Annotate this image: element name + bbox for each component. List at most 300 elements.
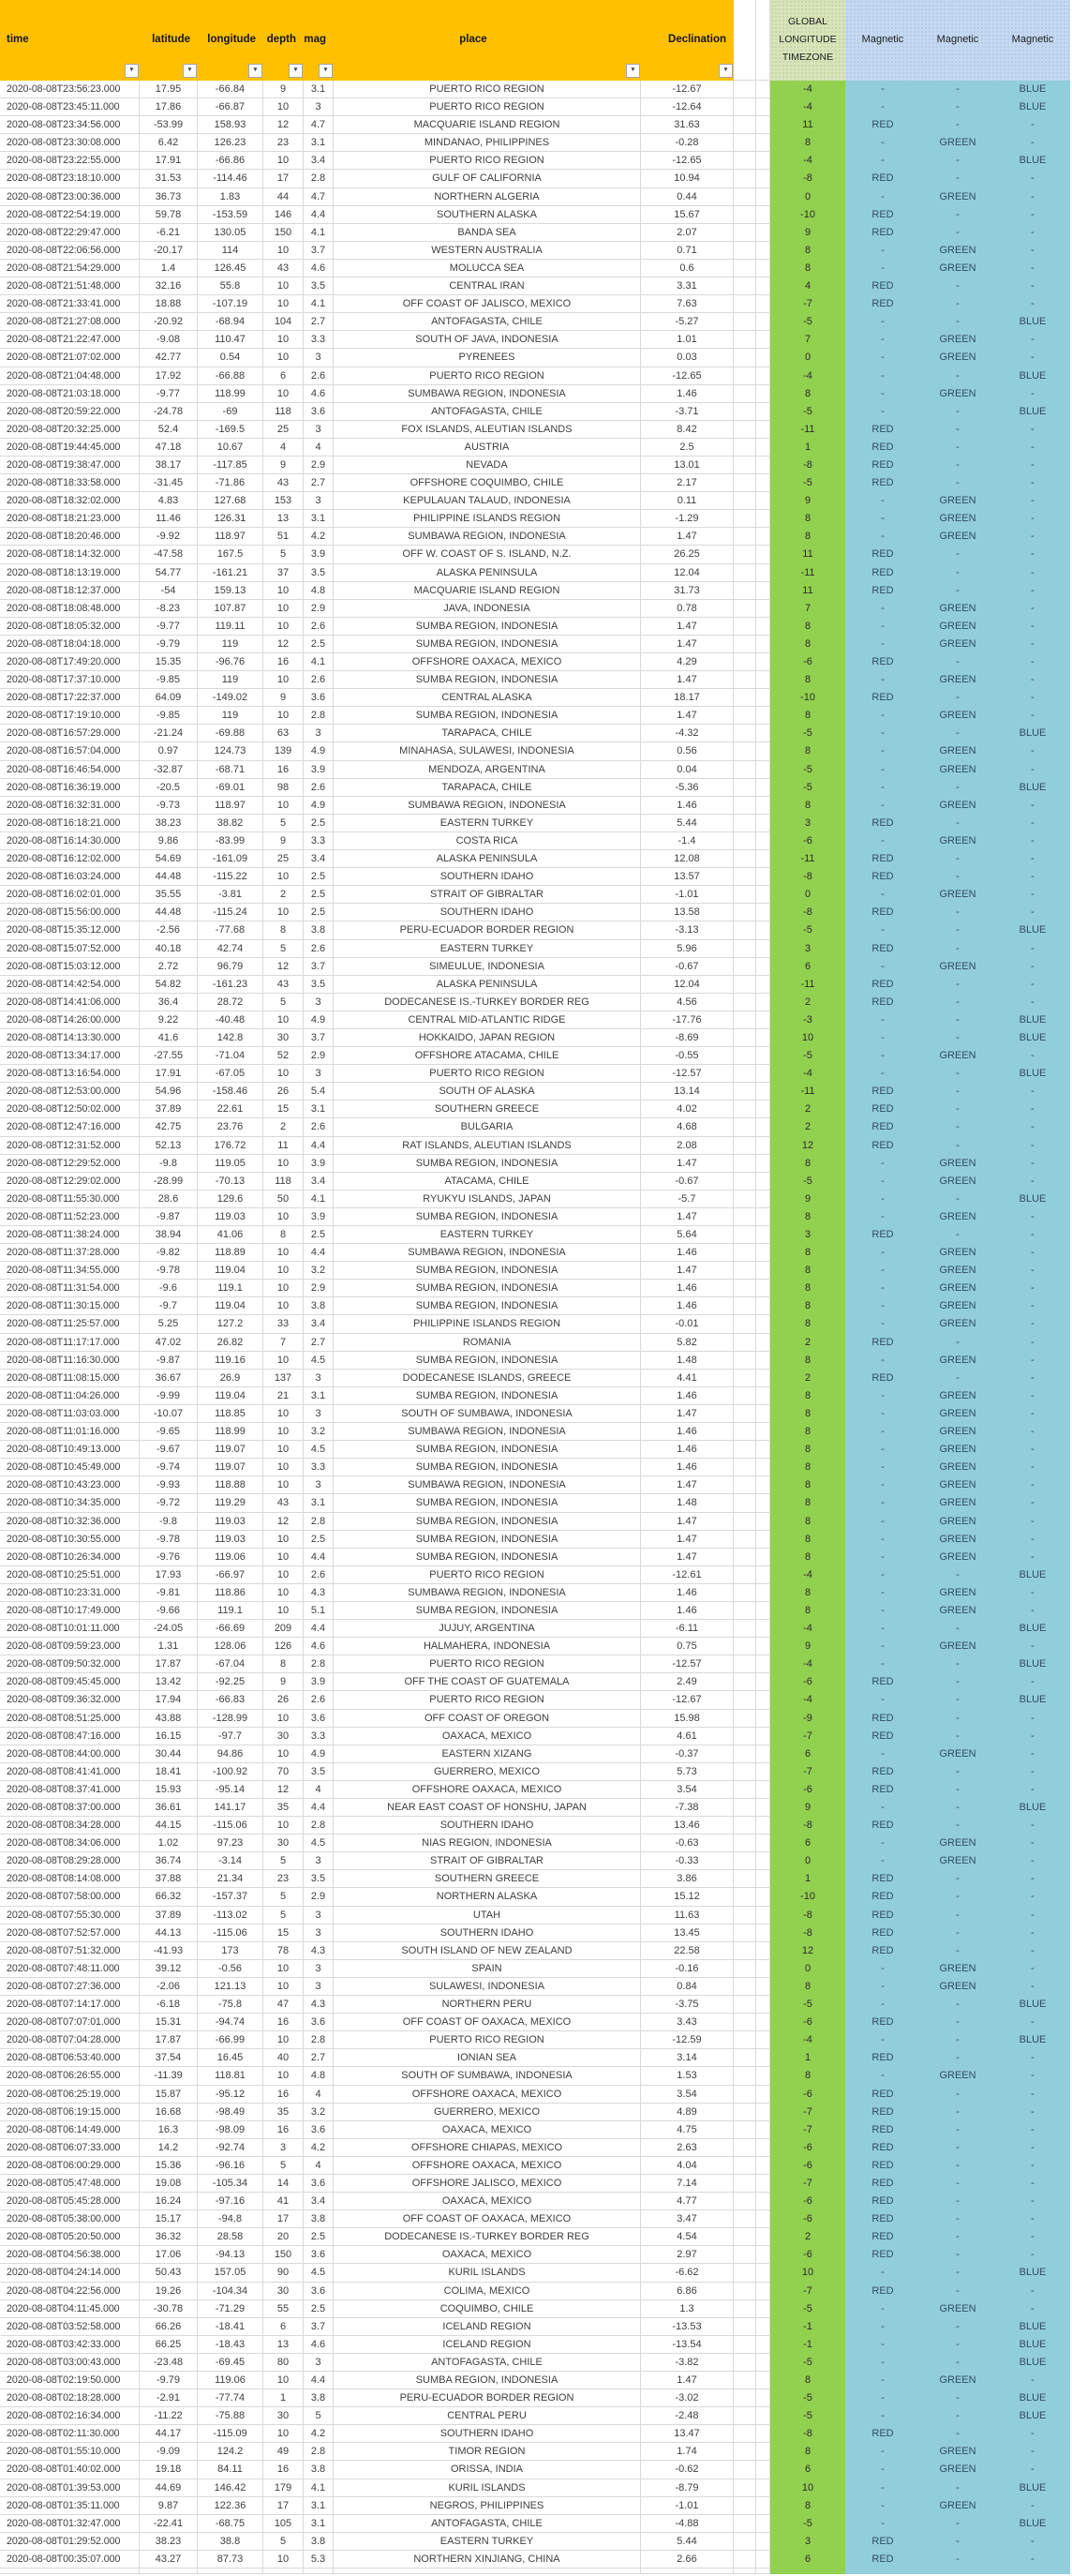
cell-declination[interactable]: 2.17 (641, 474, 734, 492)
cell-mag[interactable]: 2.7 (304, 1334, 334, 1352)
cell-magnetic-3[interactable]: - (995, 1960, 1070, 1978)
cell-gap-2[interactable] (756, 2318, 770, 2336)
cell-depth[interactable]: 41 (263, 2193, 304, 2210)
cell-magnetic-3[interactable]: BLUE (995, 2354, 1070, 2372)
cell-longitude[interactable]: -104.34 (198, 2283, 263, 2300)
cell-gap-2[interactable] (756, 1262, 770, 1280)
cell-mag[interactable]: 4.4 (304, 2372, 334, 2389)
cell-magnetic-1[interactable]: - (845, 2318, 920, 2336)
cell-latitude[interactable]: 1.4 (140, 260, 198, 277)
cell-place[interactable]: OAXACA, MEXICO (334, 2193, 641, 2210)
cell-magnetic-2[interactable]: - (920, 689, 995, 707)
cell-latitude[interactable]: 30.44 (140, 1745, 198, 1763)
cell-magnetic-2[interactable]: - (920, 850, 995, 868)
cell-declination[interactable]: 3.31 (641, 277, 734, 295)
cell-time[interactable]: 2020-08-08T07:04:28.000 (0, 2031, 140, 2049)
cell-magnetic-1[interactable]: RED (845, 1763, 920, 1781)
cell-time[interactable]: 2020-08-08T18:21:23.000 (0, 510, 140, 528)
cell-longitude[interactable]: 114 (198, 242, 263, 260)
cell-global-longitude-timezone[interactable]: -1 (770, 2336, 845, 2354)
cell-magnetic-3[interactable]: - (995, 510, 1070, 528)
cell-longitude[interactable]: -66.83 (198, 1691, 263, 1709)
cell-depth[interactable]: 13 (263, 2336, 304, 2354)
cell-place[interactable]: SOUTH OF ALASKA (334, 1083, 641, 1101)
cell-gap-1[interactable] (734, 260, 756, 277)
cell-time[interactable]: 2020-08-08T07:51:32.000 (0, 1942, 140, 1960)
cell-declination[interactable]: 1.46 (641, 797, 734, 815)
cell-gap-1[interactable] (734, 1315, 756, 1333)
cell-declination[interactable]: 0.04 (641, 761, 734, 779)
cell-magnetic-1[interactable]: - (845, 1297, 920, 1315)
cell-declination[interactable]: 4.61 (641, 1728, 734, 1745)
cell-declination[interactable]: 7.14 (641, 2175, 734, 2193)
cell-declination[interactable]: 18.17 (641, 689, 734, 707)
cell-mag[interactable]: 2.8 (304, 1817, 334, 1835)
cell-gap-1[interactable] (734, 474, 756, 492)
cell-longitude[interactable]: -68.94 (198, 313, 263, 331)
cell-longitude[interactable]: 87.73 (198, 2551, 263, 2569)
cell-global-longitude-timezone[interactable]: -6 (770, 2139, 845, 2157)
cell-global-longitude-timezone[interactable]: -11 (770, 850, 845, 868)
cell-magnetic-1[interactable]: RED (845, 1137, 920, 1155)
cell-mag[interactable]: 2.5 (304, 868, 334, 886)
cell-magnetic-3[interactable]: BLUE (995, 81, 1070, 98)
cell-magnetic-3[interactable]: - (995, 170, 1070, 187)
cell-latitude[interactable]: 43.88 (140, 1710, 198, 1728)
cell-magnetic-3[interactable]: BLUE (995, 1655, 1070, 1673)
cell-gap-1[interactable] (734, 1387, 756, 1405)
cell-time[interactable]: 2020-08-08T08:34:06.000 (0, 1835, 140, 1852)
cell-mag[interactable]: 4.1 (304, 295, 334, 313)
cell-gap-1[interactable] (734, 832, 756, 850)
cell-global-longitude-timezone[interactable]: -6 (770, 832, 845, 850)
cell-latitude[interactable]: -9.65 (140, 1423, 198, 1441)
cell-mag[interactable]: 3.8 (304, 2461, 334, 2479)
cell-longitude[interactable]: -66.97 (198, 1566, 263, 1584)
cell-mag[interactable]: 3.9 (304, 761, 334, 779)
cell-depth[interactable]: 153 (263, 492, 304, 510)
cell-longitude[interactable]: -69.01 (198, 779, 263, 797)
cell-latitude[interactable]: 28.6 (140, 1191, 198, 1208)
cell-declination[interactable]: -6.11 (641, 1620, 734, 1638)
cell-magnetic-1[interactable]: - (845, 1835, 920, 1852)
cell-latitude[interactable]: 17.06 (140, 2246, 198, 2264)
cell-gap-2[interactable] (756, 1244, 770, 1262)
cell-latitude[interactable]: 38.23 (140, 815, 198, 832)
cell-magnetic-3[interactable]: - (995, 850, 1070, 868)
cell-magnetic-1[interactable]: - (845, 1029, 920, 1047)
cell-global-longitude-timezone[interactable]: -4 (770, 1566, 845, 1584)
cell-magnetic-2[interactable]: GREEN (920, 1173, 995, 1191)
cell-gap-1[interactable] (734, 188, 756, 206)
cell-longitude[interactable]: -71.04 (198, 1047, 263, 1065)
cell-magnetic-2[interactable]: GREEN (920, 1047, 995, 1065)
cell-latitude[interactable]: 19.26 (140, 2283, 198, 2300)
cell-depth[interactable]: 10 (263, 2031, 304, 2049)
cell-declination[interactable]: 1.47 (641, 1476, 734, 1494)
cell-latitude[interactable]: 66.26 (140, 2318, 198, 2336)
cell-declination[interactable]: 13.57 (641, 868, 734, 886)
cell-time[interactable]: 2020-08-08T23:56:23.000 (0, 81, 140, 98)
cell-magnetic-3[interactable]: - (995, 600, 1070, 618)
cell-gap-1[interactable] (734, 2228, 756, 2246)
cell-mag[interactable]: 3.6 (304, 2121, 334, 2139)
cell-place[interactable]: GUERRERO, MEXICO (334, 1763, 641, 1781)
cell-declination[interactable]: 2.07 (641, 224, 734, 242)
cell-longitude[interactable]: -97.7 (198, 1728, 263, 1745)
cell-magnetic-3[interactable]: - (995, 474, 1070, 492)
cell-place[interactable]: SUMBA REGION, INDONESIA (334, 1441, 641, 1459)
cell-magnetic-2[interactable]: - (920, 2175, 995, 2193)
cell-magnetic-3[interactable]: BLUE (995, 98, 1070, 116)
cell-magnetic-1[interactable]: - (845, 152, 920, 170)
cell-time[interactable]: 2020-08-08T09:45:45.000 (0, 1673, 140, 1691)
cell-gap-1[interactable] (734, 1137, 756, 1155)
cell-depth[interactable]: 5 (263, 815, 304, 832)
cell-magnetic-3[interactable]: - (995, 2533, 1070, 2551)
cell-latitude[interactable]: 13.42 (140, 1673, 198, 1691)
cell-gap-1[interactable] (734, 2264, 756, 2282)
cell-place[interactable]: ANTOFAGASTA, CHILE (334, 403, 641, 421)
cell-mag[interactable]: 2.5 (304, 2300, 334, 2318)
cell-gap-2[interactable] (756, 1405, 770, 1423)
cell-magnetic-1[interactable]: RED (845, 1942, 920, 1960)
cell-time[interactable]: 2020-08-08T06:53:40.000 (0, 2049, 140, 2067)
cell-gap-1[interactable] (734, 958, 756, 976)
cell-magnetic-2[interactable]: - (920, 976, 995, 994)
cell-longitude[interactable]: 173 (198, 1942, 263, 1960)
cell-depth[interactable]: 10 (263, 600, 304, 618)
cell-longitude[interactable]: -115.09 (198, 2425, 263, 2443)
cell-latitude[interactable]: -47.58 (140, 546, 198, 563)
cell-magnetic-1[interactable]: - (845, 2372, 920, 2389)
cell-global-longitude-timezone[interactable]: -6 (770, 1781, 845, 1799)
cell-depth[interactable]: 10 (263, 385, 304, 403)
cell-global-longitude-timezone[interactable]: 9 (770, 1191, 845, 1208)
cell-place[interactable]: SUMBA REGION, INDONESIA (334, 1280, 641, 1297)
cell-gap-2[interactable] (756, 582, 770, 600)
cell-longitude[interactable]: 97.23 (198, 1835, 263, 1852)
cell-magnetic-2[interactable]: - (920, 725, 995, 742)
cell-magnetic-2[interactable]: - (920, 1191, 995, 1208)
cell-longitude[interactable]: -114.46 (198, 170, 263, 187)
cell-longitude[interactable]: 118.81 (198, 2067, 263, 2085)
cell-magnetic-3[interactable]: - (995, 958, 1070, 976)
cell-magnetic-1[interactable]: RED (845, 1817, 920, 1835)
cell-declination[interactable]: -0.28 (641, 134, 734, 152)
cell-declination[interactable]: 4.54 (641, 2228, 734, 2246)
cell-mag[interactable]: 2.9 (304, 1047, 334, 1065)
cell-place[interactable]: SUMBA REGION, INDONESIA (334, 671, 641, 689)
cell-magnetic-3[interactable]: - (995, 689, 1070, 707)
cell-declination[interactable]: -3.75 (641, 1996, 734, 2014)
cell-gap-1[interactable] (734, 1602, 756, 1620)
cell-longitude[interactable]: -95.12 (198, 2086, 263, 2104)
cell-longitude[interactable]: 119.06 (198, 2372, 263, 2389)
cell-global-longitude-timezone[interactable]: 2 (770, 2228, 845, 2246)
cell-place[interactable]: KURIL ISLANDS (334, 2264, 641, 2282)
cell-gap-1[interactable] (734, 1244, 756, 1262)
cell-longitude[interactable]: 119.06 (198, 1549, 263, 1566)
cell-latitude[interactable]: 42.75 (140, 1118, 198, 1136)
cell-global-longitude-timezone[interactable]: -3 (770, 1011, 845, 1029)
cell-declination[interactable]: 1.46 (641, 1459, 734, 1476)
cell-latitude[interactable]: -9.85 (140, 671, 198, 689)
cell-magnetic-2[interactable]: - (920, 206, 995, 224)
cell-magnetic-3[interactable]: - (995, 940, 1070, 958)
cell-depth[interactable]: 26 (263, 1083, 304, 1101)
cell-gap-2[interactable] (756, 797, 770, 815)
cell-mag[interactable]: 3 (304, 98, 334, 116)
cell-place[interactable]: SOUTH OF SUMBAWA, INDONESIA (334, 1405, 641, 1423)
cell-declination[interactable]: -2.48 (641, 2407, 734, 2425)
cell-magnetic-2[interactable]: GREEN (920, 1476, 995, 1494)
cell-time[interactable]: 2020-08-08T01:55:10.000 (0, 2443, 140, 2461)
cell-mag[interactable]: 3.6 (304, 2014, 334, 2031)
cell-mag[interactable]: 3.8 (304, 2389, 334, 2407)
cell-place[interactable]: SUMBAWA REGION, INDONESIA (334, 1423, 641, 1441)
cell-gap-2[interactable] (756, 618, 770, 636)
cell-latitude[interactable]: 11.46 (140, 510, 198, 528)
cell-gap-2[interactable] (756, 1101, 770, 1118)
cell-longitude[interactable]: -77.74 (198, 2389, 263, 2407)
cell-gap-1[interactable] (734, 2104, 756, 2121)
cell-magnetic-2[interactable]: GREEN (920, 1584, 995, 1602)
cell-longitude[interactable]: 121.13 (198, 1978, 263, 1996)
cell-magnetic-2[interactable]: - (920, 1925, 995, 1942)
cell-magnetic-3[interactable]: BLUE (995, 2407, 1070, 2425)
cell-declination[interactable]: -5.27 (641, 313, 734, 331)
cell-latitude[interactable]: 17.87 (140, 1655, 198, 1673)
cell-time[interactable]: 2020-08-08T12:29:52.000 (0, 1155, 140, 1173)
cell-declination[interactable]: 15.98 (641, 1710, 734, 1728)
cell-place[interactable]: PUERTO RICO REGION (334, 367, 641, 385)
cell-place[interactable]: KEPULAUAN TALAUD, INDONESIA (334, 492, 641, 510)
cell-global-longitude-timezone[interactable]: 2 (770, 1370, 845, 1387)
cell-gap-2[interactable] (756, 2264, 770, 2282)
cell-gap-2[interactable] (756, 1673, 770, 1691)
cell-longitude[interactable]: -153.59 (198, 206, 263, 224)
cell-gap-2[interactable] (756, 1280, 770, 1297)
cell-place[interactable]: PUERTO RICO REGION (334, 1065, 641, 1083)
cell-mag[interactable]: 2.9 (304, 600, 334, 618)
cell-longitude[interactable]: 158.93 (198, 116, 263, 134)
cell-magnetic-2[interactable]: - (920, 921, 995, 939)
cell-longitude[interactable]: 23.76 (198, 1118, 263, 1136)
cell-latitude[interactable]: -9.66 (140, 1602, 198, 1620)
cell-longitude[interactable]: 110.47 (198, 331, 263, 349)
cell-magnetic-2[interactable]: GREEN (920, 510, 995, 528)
cell-time[interactable]: 2020-08-08T06:07:33.000 (0, 2139, 140, 2157)
cell-magnetic-2[interactable]: - (920, 1226, 995, 1244)
cell-declination[interactable]: 12.04 (641, 976, 734, 994)
cell-mag[interactable]: 3.1 (304, 1494, 334, 1512)
cell-depth[interactable]: 26 (263, 1691, 304, 1709)
cell-latitude[interactable]: 50.43 (140, 2264, 198, 2282)
cell-gap-1[interactable] (734, 1280, 756, 1297)
cell-depth[interactable]: 9 (263, 81, 304, 98)
cell-magnetic-1[interactable]: - (845, 1047, 920, 1065)
cell-global-longitude-timezone[interactable]: -8 (770, 1817, 845, 1835)
cell-magnetic-1[interactable]: - (845, 1531, 920, 1549)
cell-longitude[interactable]: -115.06 (198, 1817, 263, 1835)
cell-declination[interactable]: -13.53 (641, 2318, 734, 2336)
cell-latitude[interactable]: 9.86 (140, 832, 198, 850)
cell-global-longitude-timezone[interactable]: 8 (770, 385, 845, 403)
cell-depth[interactable]: 10 (263, 2425, 304, 2443)
cell-mag[interactable]: 3.8 (304, 2533, 334, 2551)
cell-magnetic-1[interactable]: - (845, 1513, 920, 1531)
cell-longitude[interactable]: 118.88 (198, 1476, 263, 1494)
cell-gap-2[interactable] (756, 653, 770, 671)
cell-mag[interactable]: 4.6 (304, 260, 334, 277)
cell-magnetic-3[interactable]: - (995, 1370, 1070, 1387)
cell-gap-1[interactable] (734, 2533, 756, 2551)
cell-global-longitude-timezone[interactable]: 0 (770, 349, 845, 367)
cell-latitude[interactable]: 54.77 (140, 564, 198, 582)
cell-declination[interactable]: 12.04 (641, 564, 734, 582)
cell-time[interactable]: 2020-08-08T11:03:03.000 (0, 1405, 140, 1423)
cell-magnetic-1[interactable]: - (845, 2497, 920, 2515)
cell-gap-2[interactable] (756, 98, 770, 116)
cell-place[interactable]: COSTA RICA (334, 832, 641, 850)
cell-magnetic-3[interactable]: - (995, 1173, 1070, 1191)
cell-time[interactable]: 2020-08-08T10:43:23.000 (0, 1476, 140, 1494)
cell-gap-1[interactable] (734, 1978, 756, 1996)
cell-global-longitude-timezone[interactable]: -4 (770, 1065, 845, 1083)
cell-magnetic-2[interactable]: - (920, 2228, 995, 2246)
cell-gap-1[interactable] (734, 921, 756, 939)
cell-magnetic-2[interactable]: - (920, 1870, 995, 1888)
cell-depth[interactable]: 11 (263, 1137, 304, 1155)
cell-gap-1[interactable] (734, 2318, 756, 2336)
cell-magnetic-3[interactable]: BLUE (995, 1191, 1070, 1208)
cell-gap-1[interactable] (734, 1835, 756, 1852)
cell-mag[interactable]: 3.5 (304, 1870, 334, 1888)
cell-place[interactable]: SOUTHERN IDAHO (334, 2425, 641, 2443)
cell-mag[interactable]: 4.6 (304, 2336, 334, 2354)
cell-mag[interactable]: 4.4 (304, 1137, 334, 1155)
cell-magnetic-1[interactable]: - (845, 1549, 920, 1566)
cell-magnetic-1[interactable]: - (845, 1352, 920, 1370)
cell-declination[interactable]: 13.58 (641, 904, 734, 921)
cell-mag[interactable]: 4.5 (304, 1835, 334, 1852)
cell-magnetic-3[interactable]: - (995, 1852, 1070, 1870)
cell-depth[interactable]: 35 (263, 1799, 304, 1817)
cell-depth[interactable]: 12 (263, 958, 304, 976)
cell-gap-1[interactable] (734, 421, 756, 439)
cell-depth[interactable]: 6 (263, 2318, 304, 2336)
cell-time[interactable]: 2020-08-08T04:24:14.000 (0, 2264, 140, 2282)
cell-declination[interactable]: 0.71 (641, 242, 734, 260)
cell-magnetic-3[interactable]: - (995, 904, 1070, 921)
cell-gap-1[interactable] (734, 2121, 756, 2139)
cell-magnetic-2[interactable]: - (920, 1370, 995, 1387)
cell-mag[interactable]: 3.3 (304, 1459, 334, 1476)
cell-place[interactable]: SIMEULUE, INDONESIA (334, 958, 641, 976)
cell-place[interactable]: DODECANESE IS.-TURKEY BORDER REG (334, 994, 641, 1011)
cell-magnetic-1[interactable]: - (845, 528, 920, 546)
cell-global-longitude-timezone[interactable]: 2 (770, 994, 845, 1011)
cell-global-longitude-timezone[interactable]: 8 (770, 2497, 845, 2515)
cell-declination[interactable]: 1.74 (641, 2443, 734, 2461)
cell-magnetic-1[interactable]: - (845, 1441, 920, 1459)
cell-place[interactable]: UTAH (334, 1907, 641, 1925)
cell-global-longitude-timezone[interactable]: 6 (770, 2461, 845, 2479)
cell-global-longitude-timezone[interactable]: -5 (770, 474, 845, 492)
cell-time[interactable]: 2020-08-08T05:38:00.000 (0, 2210, 140, 2228)
cell-gap-2[interactable] (756, 474, 770, 492)
cell-magnetic-2[interactable]: GREEN (920, 707, 995, 725)
cell-longitude[interactable]: -92.25 (198, 1673, 263, 1691)
cell-depth[interactable]: 5 (263, 2157, 304, 2175)
cell-gap-1[interactable] (734, 2014, 756, 2031)
cell-declination[interactable]: 1.47 (641, 1531, 734, 1549)
cell-mag[interactable]: 3 (304, 1925, 334, 1942)
cell-global-longitude-timezone[interactable]: 8 (770, 1155, 845, 1173)
cell-magnetic-1[interactable]: - (845, 98, 920, 116)
cell-longitude[interactable]: -115.06 (198, 1925, 263, 1942)
cell-magnetic-3[interactable]: - (995, 1602, 1070, 1620)
cell-mag[interactable]: 2.5 (304, 886, 334, 904)
cell-magnetic-1[interactable]: - (845, 1173, 920, 1191)
cell-magnetic-1[interactable]: RED (845, 1118, 920, 1136)
cell-latitude[interactable]: 17.92 (140, 367, 198, 385)
cell-magnetic-2[interactable]: - (920, 2407, 995, 2425)
cell-depth[interactable]: 23 (263, 134, 304, 152)
cell-magnetic-2[interactable]: GREEN (920, 134, 995, 152)
cell-time[interactable]: 2020-08-08T04:11:45.000 (0, 2300, 140, 2318)
cell-gap-2[interactable] (756, 1208, 770, 1226)
cell-place[interactable]: PYRENEES (334, 349, 641, 367)
cell-declination[interactable]: -0.67 (641, 1173, 734, 1191)
cell-magnetic-1[interactable]: RED (845, 277, 920, 295)
cell-longitude[interactable]: 122.36 (198, 2497, 263, 2515)
cell-magnetic-3[interactable]: BLUE (995, 2264, 1070, 2282)
cell-gap-1[interactable] (734, 1352, 756, 1370)
cell-mag[interactable]: 4.5 (304, 1352, 334, 1370)
cell-mag[interactable]: 2.5 (304, 2228, 334, 2246)
cell-declination[interactable]: 15.67 (641, 206, 734, 224)
cell-place[interactable]: OFF COAST OF OAXACA, MEXICO (334, 2014, 641, 2031)
cell-gap-1[interactable] (734, 1745, 756, 1763)
cell-magnetic-2[interactable]: - (920, 1011, 995, 1029)
cell-magnetic-3[interactable]: - (995, 2157, 1070, 2175)
cell-longitude[interactable]: -92.74 (198, 2139, 263, 2157)
cell-gap-2[interactable] (756, 1978, 770, 1996)
cell-depth[interactable]: 150 (263, 224, 304, 242)
cell-mag[interactable]: 3.1 (304, 2497, 334, 2515)
cell-declination[interactable]: 2.97 (641, 2246, 734, 2264)
cell-gap-1[interactable] (734, 1118, 756, 1136)
cell-place[interactable]: SUMBA REGION, INDONESIA (334, 1262, 641, 1280)
cell-gap-1[interactable] (734, 2175, 756, 2193)
cell-gap-2[interactable] (756, 313, 770, 331)
cell-mag[interactable]: 2.5 (304, 1531, 334, 1549)
cell-global-longitude-timezone[interactable]: -4 (770, 1655, 845, 1673)
cell-declination[interactable]: 4.04 (641, 2157, 734, 2175)
cell-time[interactable]: 2020-08-08T08:41:41.000 (0, 1763, 140, 1781)
cell-time[interactable]: 2020-08-08T03:00:43.000 (0, 2354, 140, 2372)
cell-mag[interactable]: 3.4 (304, 2193, 334, 2210)
cell-magnetic-1[interactable]: - (845, 1996, 920, 2014)
cell-gap-2[interactable] (756, 2139, 770, 2157)
cell-magnetic-2[interactable]: GREEN (920, 2067, 995, 2085)
cell-longitude[interactable]: 119.16 (198, 1352, 263, 1370)
cell-gap-1[interactable] (734, 492, 756, 510)
cell-declination[interactable]: -0.67 (641, 958, 734, 976)
cell-global-longitude-timezone[interactable]: 8 (770, 1584, 845, 1602)
